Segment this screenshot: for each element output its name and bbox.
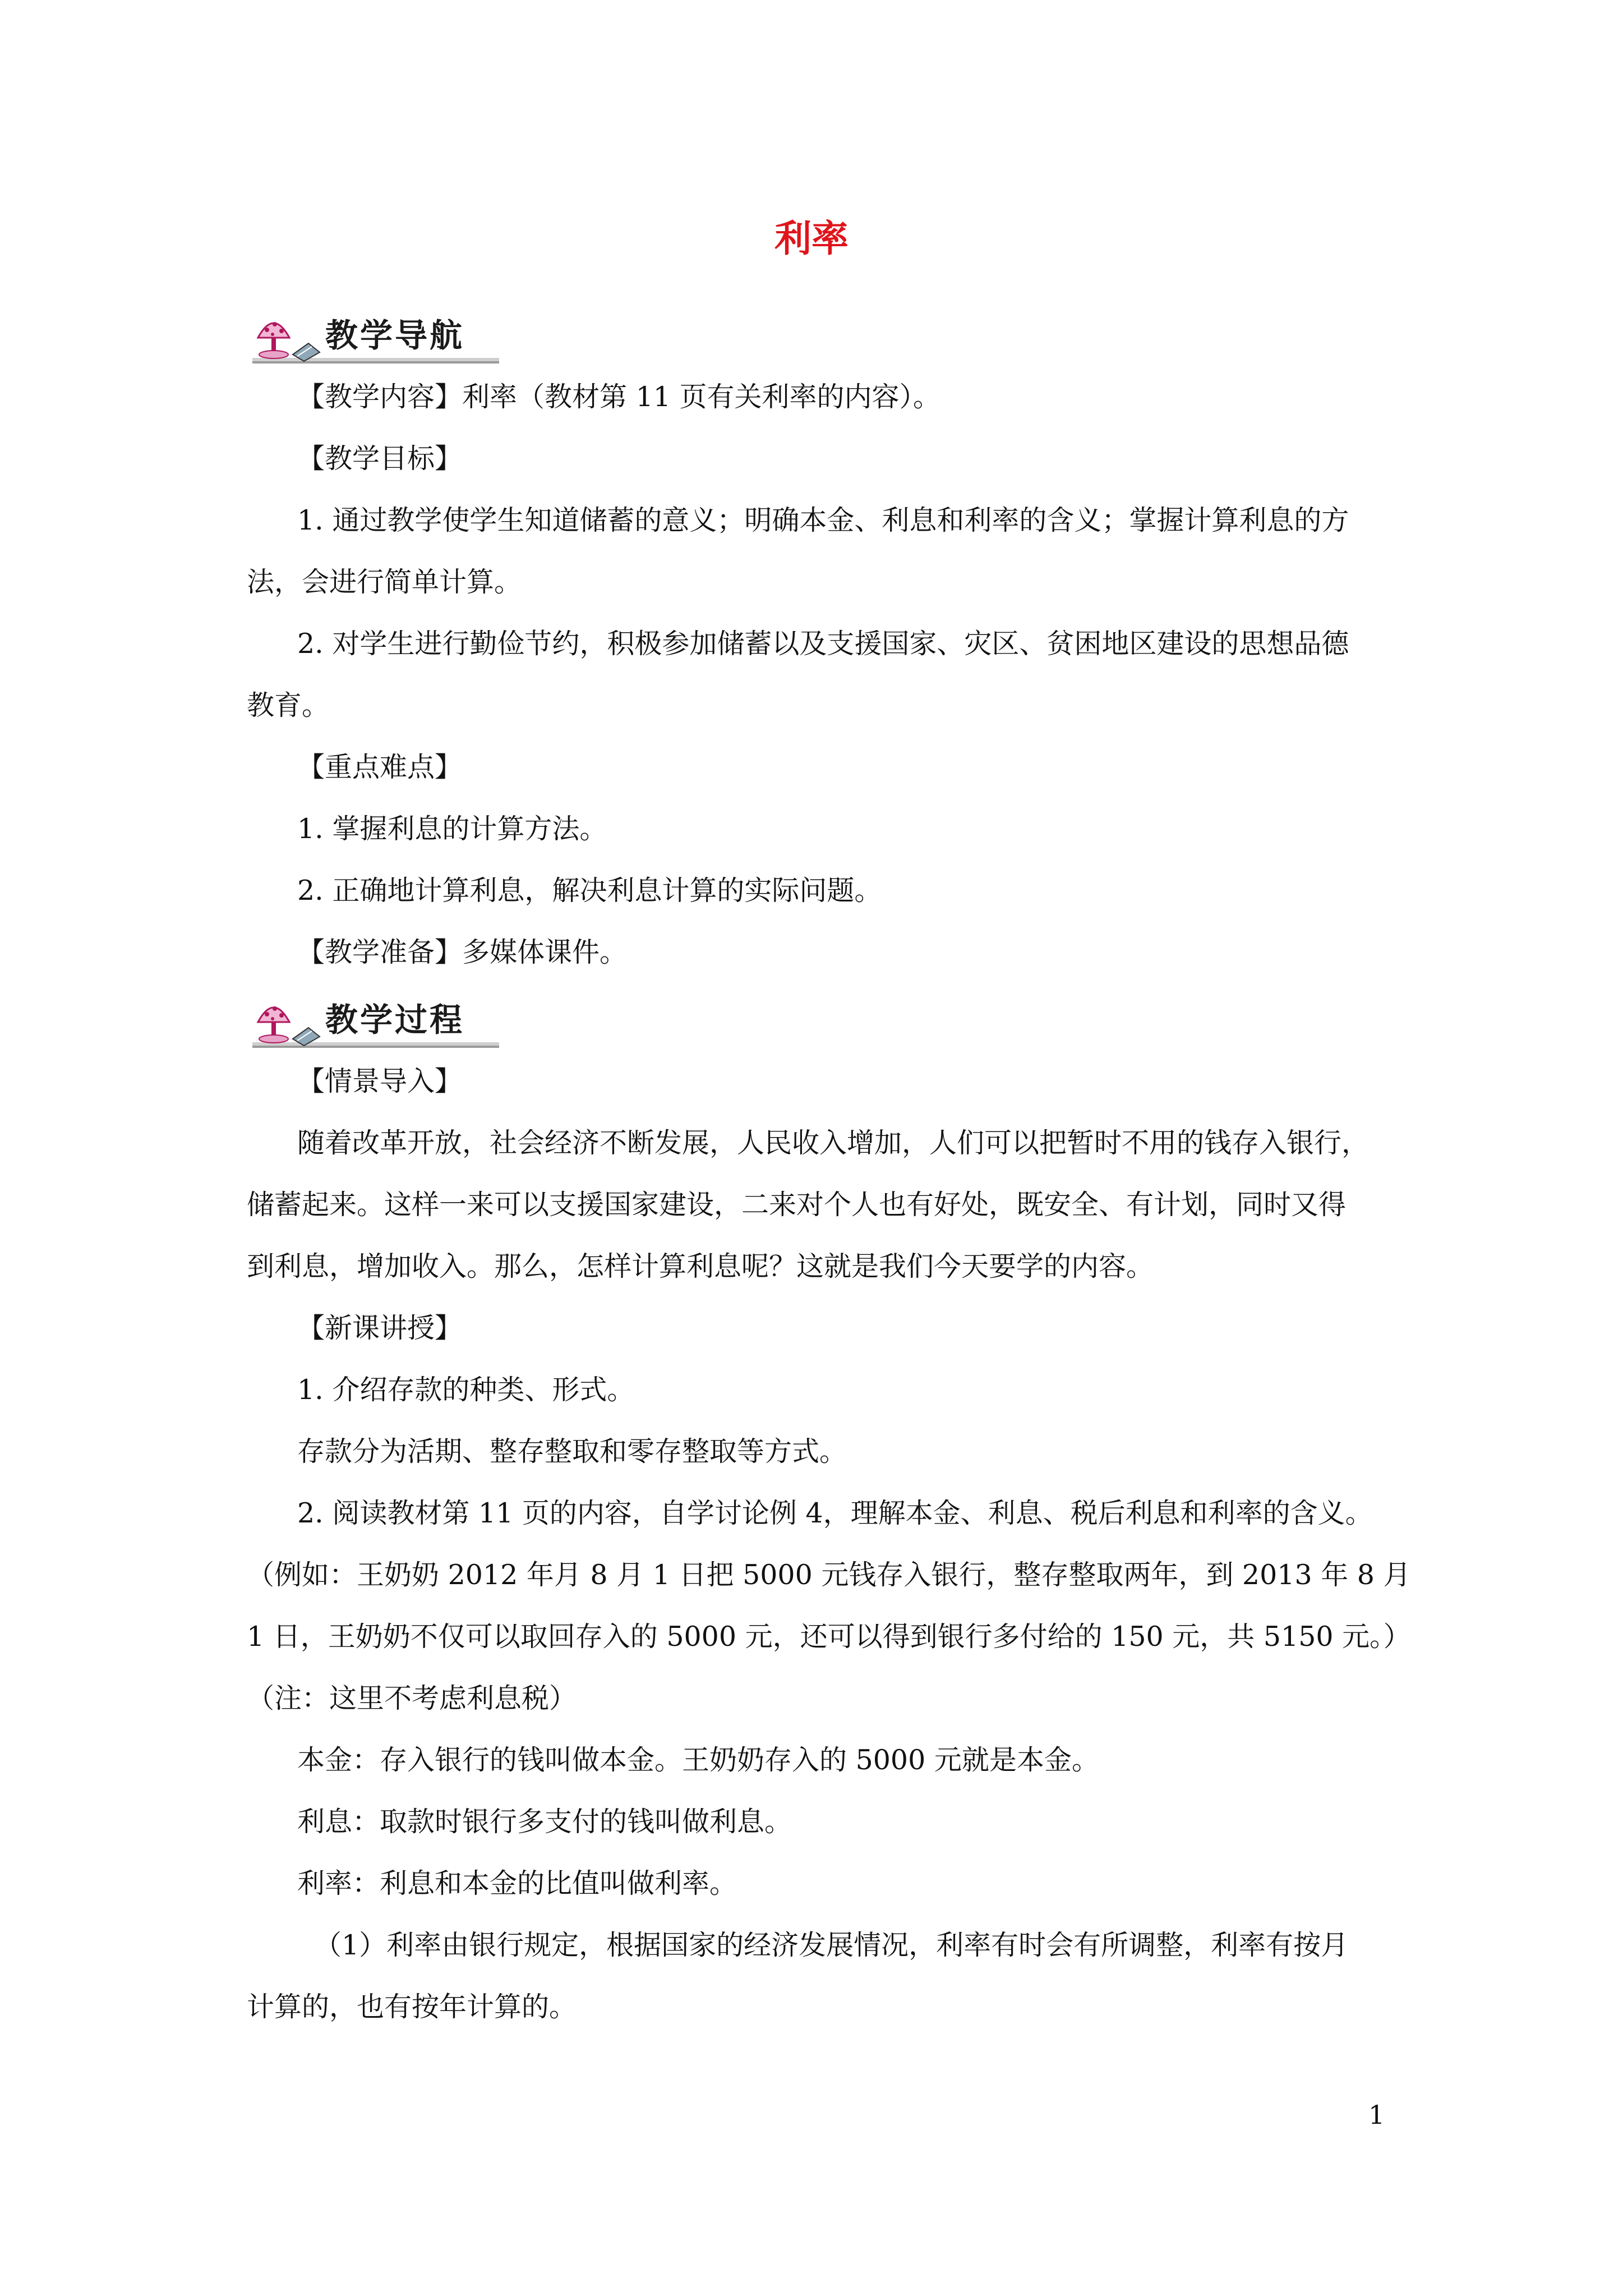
section-banner-process bbox=[241, 987, 505, 1060]
text-line: 存款分为活期、整存整取和零存整取等方式。 bbox=[297, 1435, 847, 1467]
text-line: （例如：王奶奶 2012 年月 8 月 1 日把 5000 元钱存入银行，整存整取两年，到 2013 年 8 月 bbox=[247, 1559, 1411, 1591]
text-line: 【情景导入】 bbox=[297, 1065, 463, 1097]
text-line: 2. 正确地计算利息，解决利息计算的实际问题。 bbox=[297, 875, 882, 907]
text-line: 法，会进行简单计算。 bbox=[247, 566, 522, 598]
text-line: 【教学准备】多媒体课件。 bbox=[297, 936, 628, 968]
text-line: 【重点难点】 bbox=[297, 751, 463, 783]
text-line: （注：这里不考虑利息税） bbox=[247, 1682, 577, 1714]
text-line: 1 日，王奶奶不仅可以取回存入的 5000 元，还可以得到银行多付给的 150 元，共 5150 元。） bbox=[247, 1621, 1411, 1653]
text-line: 1. 通过教学使学生知道储蓄的意义；明确本金、利息和利率的含义；掌握计算利息的方 bbox=[297, 504, 1349, 536]
text-line: 1. 掌握利息的计算方法。 bbox=[297, 813, 607, 845]
text-line: 随着改革开放，社会经济不断发展，人民收入增加，人们可以把暂时不用的钱存入银行， bbox=[297, 1127, 1370, 1159]
text-line: 教育。 bbox=[247, 689, 330, 721]
text-line: 到利息，增加收入。那么，怎样计算利息呢？这就是我们今天要学的内容。 bbox=[247, 1250, 1154, 1282]
section-banner-nav bbox=[241, 303, 505, 376]
text-line: 【教学内容】利率（教材第 11 页有关利率的内容）。 bbox=[297, 381, 941, 413]
text-line: 2. 阅读教材第 11 页的内容，自学讨论例 4，理解本金、利息、税后利息和利率的含义。 bbox=[297, 1497, 1373, 1529]
text-line: 2. 对学生进行勤俭节约，积极参加储蓄以及支援国家、灾区、贫困地区建设的思想品德 bbox=[297, 628, 1349, 660]
text-line: 1. 介绍存款的种类、形式。 bbox=[297, 1374, 635, 1406]
text-line: （1）利率由银行规定，根据国家的经济发展情况，利率有时会有所调整，利率有按月 bbox=[314, 1929, 1349, 1961]
page-title: 利率 bbox=[774, 217, 849, 260]
text-line: 【教学目标】 bbox=[297, 443, 463, 475]
text-line: 计算的，也有按年计算的。 bbox=[247, 1991, 577, 2023]
section-label-nav: 教学导航 bbox=[325, 316, 465, 355]
text-line: 利率：利息和本金的比值叫做利率。 bbox=[297, 1867, 737, 1899]
text-line: 【新课讲授】 bbox=[297, 1312, 463, 1344]
text-line: 本金：存入银行的钱叫做本金。王奶奶存入的 5000 元就是本金。 bbox=[297, 1744, 1099, 1776]
section-label-process: 教学过程 bbox=[325, 1001, 465, 1039]
text-line: 利息：取款时银行多支付的钱叫做利息。 bbox=[297, 1806, 792, 1838]
text-line: 储蓄起来。这样一来可以支援国家建设，二来对个人也有好处，既安全、有计划，同时又得 bbox=[247, 1189, 1347, 1221]
page-number: 1 bbox=[1368, 2100, 1385, 2130]
